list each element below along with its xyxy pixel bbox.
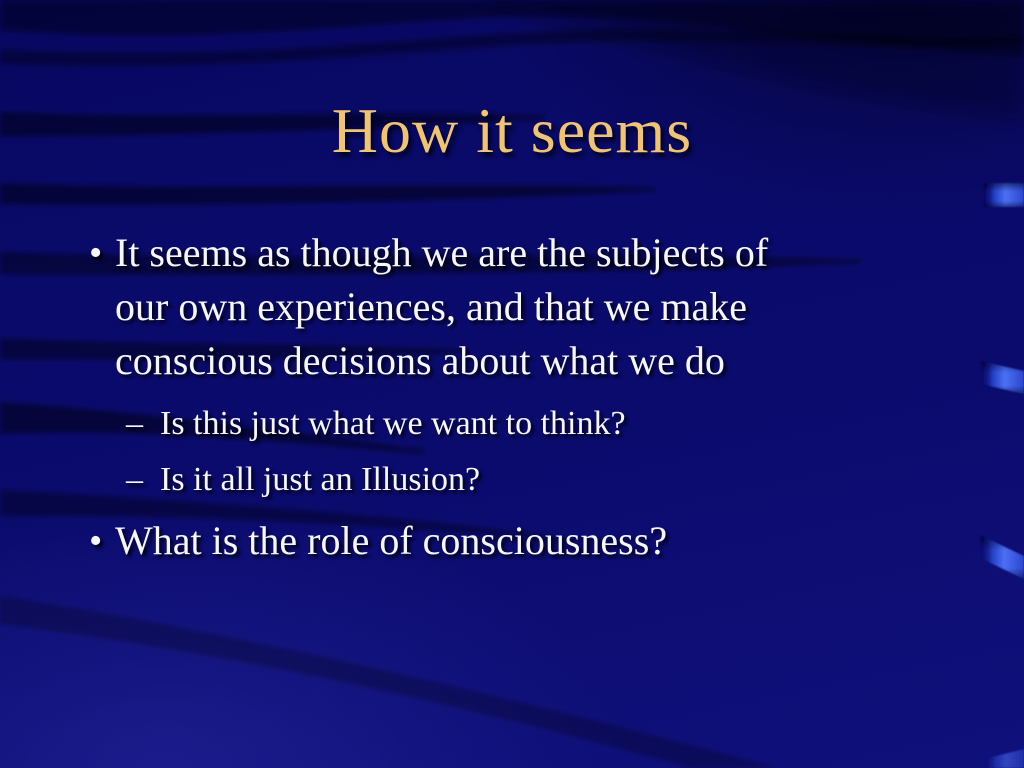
- accent-ribbon: [983, 183, 1024, 207]
- dash-icon: –: [126, 461, 143, 498]
- list-item: [88, 452, 918, 508]
- text-line: our own experiences, and that we make: [115, 284, 747, 329]
- list-item: [88, 226, 918, 388]
- bullet-list: [88, 226, 918, 568]
- accent-ribbons: [980, 183, 1024, 768]
- list-item: [88, 514, 918, 568]
- bullet-icon: •: [89, 232, 103, 274]
- text-line: It seems as though we are the subjects of: [115, 230, 769, 275]
- accent-ribbon: [980, 535, 1024, 579]
- dash-icon: –: [126, 405, 143, 442]
- list-item: [88, 396, 918, 452]
- text-line: Is it all just an Illusion?: [160, 461, 481, 498]
- accent-ribbon: [981, 361, 1024, 394]
- accent-ribbon: [984, 749, 1024, 768]
- page-title: How it seems: [331, 95, 693, 166]
- text-line: Is this just what we want to think?: [160, 405, 626, 442]
- bullet-icon: •: [89, 520, 103, 562]
- text-line: What is the role of consciousness?: [115, 518, 668, 563]
- text-line: conscious decisions about what we do: [115, 338, 725, 383]
